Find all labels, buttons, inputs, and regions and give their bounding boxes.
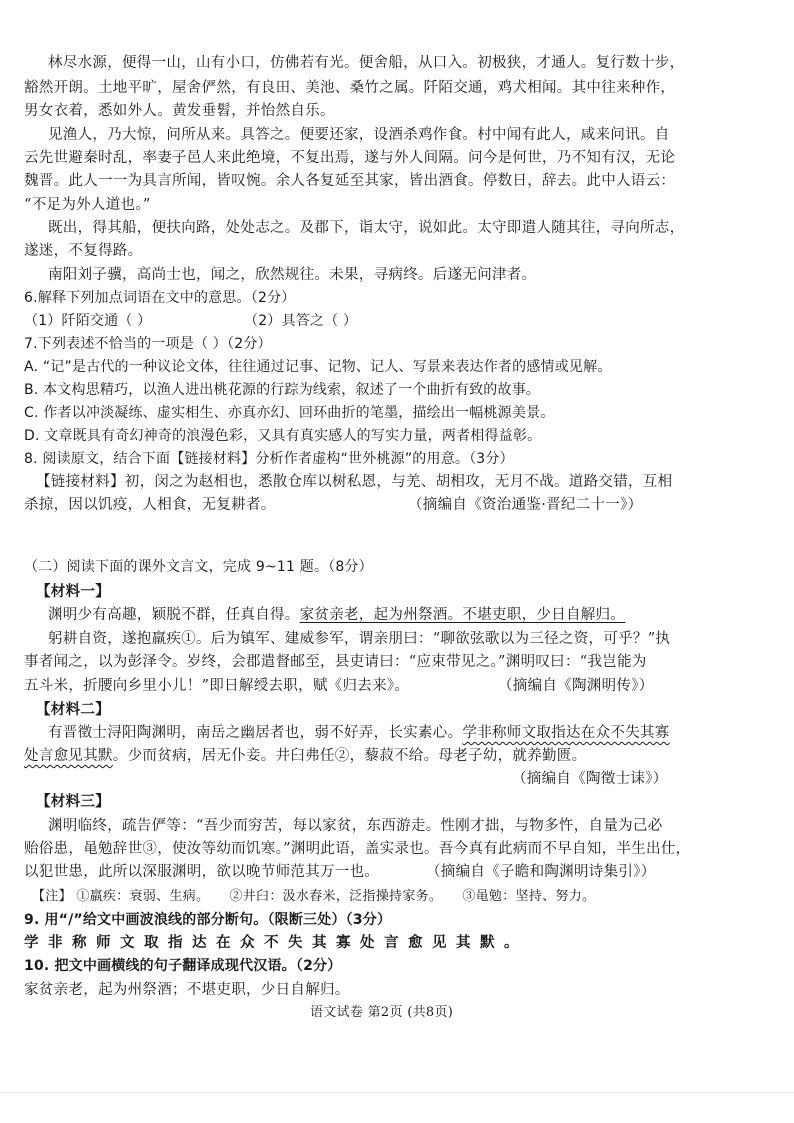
material-2-line bbox=[48, 723, 670, 743]
question-7-option-a: A. “记”是古代的一种议论文体，往往通过记事、记物、记人、写景来表达作者的感情或见解。 bbox=[24, 359, 612, 375]
passage-line: 南阳刘子骥，高尚士也，闻之，欣然规往。未果，寻病终。后遂无问津者。 bbox=[48, 267, 537, 283]
passage-line: “不足为外人道也。” bbox=[24, 197, 151, 213]
question-6-item-2: （2）具答之（ ） bbox=[244, 313, 358, 329]
passage-line: 见渔人，乃大惊，问所从来。具答之。便要还家，设酒杀鸡作食。村中闻有此人，咸来问讯。自 bbox=[48, 127, 670, 143]
passage-line: 林尽水源，便得一山，山有小口，仿佛若有光。便舍船，从口入。初极狭，才通人。复行数十步， bbox=[48, 55, 685, 71]
question-7-stem: 7.下列表述不恰当的一项是（ ）（2分） bbox=[24, 336, 272, 352]
material-1-title: 【材料一】 bbox=[36, 583, 110, 600]
translation-underline-sentence: 家贫亲老，起为州祭酒。不堪吏职，少日自解归。 bbox=[299, 607, 626, 623]
material-3-line: 贻俗患，黾勉辞世③，使汝等幼而饥寒。”渊明此语，盖实录也。吾今真有此病而不早自知，半生出仕， bbox=[24, 841, 691, 857]
material-1-line: 躬耕自资，遂抱羸疾①。后为镇军、建威参军，谓亲朋曰：“聊欲弦歌以为三径之资，可乎？”执 bbox=[48, 631, 671, 647]
material-3-line: 以犯世患，此所以深服渊明，欲以晚节师范其万一也。 bbox=[24, 864, 380, 880]
material-3-source: （摘编自《子瞻和陶渊明诗集引》） bbox=[426, 864, 656, 880]
link-material-line: 【链接材料】初，闵之为赵相也，悉散仓库以树私恩，与羌、胡相攻，无月不战。道路交错，互相 bbox=[36, 474, 673, 490]
page-divider bbox=[0, 1092, 794, 1093]
passage-line: 豁然开朗。土地平旷，屋舍俨然，有良田、美池、桑竹之属。阡陌交通，鸡犬相闻。其中往来种作， bbox=[24, 80, 676, 96]
material-2-source: （摘编自《陶徵士诔》） bbox=[512, 771, 668, 787]
page-footer: 语文试卷 第2页 (共8页) bbox=[310, 1005, 454, 1020]
material-1-source: （摘编自《陶渊明传》） bbox=[498, 678, 654, 694]
passage-line: 既出，得其船，便扶向路，处处志之。及郡下，诣太守，说如此。太守即遣人随其往，寻向所志， bbox=[48, 220, 685, 236]
material-3-line: 渊明临终，疏告俨等：“吾少而穷苦，每以家贫，东西游走。性刚才拙，与物多忤，自量为己必 bbox=[48, 818, 663, 834]
annotation-note: 【注】 ①羸疾：衰弱、生病。 ②井臼：汲水舂米，泛指操持家务。 ③黾勉：坚持、努力。 bbox=[32, 889, 596, 904]
question-10-stem: 10. 把文中画横线的句子翻译成现代汉语。（2分） bbox=[24, 958, 342, 974]
question-10-text: 家贫亲老，起为州祭酒；不堪吏职，少日自解归。 bbox=[24, 982, 350, 998]
passage-line: 遂迷，不复得路。 bbox=[24, 243, 143, 259]
wavy-underline-sentence: 学非称师文取指达在众不失其寡 bbox=[462, 725, 670, 741]
question-9-text: 学非称师文取指达在众不失其寡处言愈见其默。 bbox=[24, 934, 528, 951]
question-6-stem: 6.解释下列加点词语在文中的意思。（2分） bbox=[24, 290, 296, 306]
material-3-title: 【材料三】 bbox=[36, 793, 110, 810]
question-6-item-1: （1）阡陌交通（ ） bbox=[24, 313, 152, 329]
material-1-line bbox=[48, 605, 625, 625]
passage-line: 男女衣着，悉如外人。黄发垂髫，并怡然自乐。 bbox=[24, 103, 335, 119]
question-7-option-b: B. 本文构思精巧，以渔人进出桃花源的行踪为线索，叙述了一个曲折有致的故事。 bbox=[24, 382, 541, 398]
material-1-line: 事者闻之，以为彭泽令。岁终，会郡遣督邮至，县吏请曰：“应束带见之。”渊明叹曰：“我岂能为 bbox=[24, 654, 647, 670]
material-1-line: 五斗米，折腰向乡里小儿！”即日解绶去职，赋《归去来》。 bbox=[24, 678, 410, 694]
material-2-text: 有晋徵士浔阳陶渊明，南岳之幽居者也，弱不好弄，长实素心。 bbox=[48, 725, 463, 741]
material-2-title: 【材料二】 bbox=[36, 701, 110, 718]
passage-line: 魏晋。此人一一为具言所闻，皆叹惋。余人各复延至其家，皆出酒食。停数日，辞去。此中人语云： bbox=[24, 173, 676, 189]
material-1-text: 渊明少有高趣，颖脱不群，任真自得。 bbox=[48, 607, 300, 623]
material-2-text: 。少而贫病，居无仆妾。井臼弗任②，藜菽不给。母老子幼，就养勤匮。 bbox=[112, 748, 587, 764]
wavy-underline-sentence: 处言愈见其默 bbox=[24, 748, 113, 764]
link-material-line: 杀掠，因以饥疫，人相食，无复耕者。 bbox=[24, 497, 276, 513]
question-7-option-c: C. 作者以冲淡凝练、虚实相生、亦真亦幻、回环曲折的笔墨，描绘出一幅桃源美景。 bbox=[24, 405, 555, 421]
passage-line: 云先世避秦时乱，率妻子邑人来此绝境，不复出焉，遂与外人间隔。问今是何世，乃不知有汉，无论 bbox=[24, 150, 676, 166]
question-9-stem: 9. 用“/”给文中画波浪线的部分断句。（限断三处）（3分） bbox=[24, 912, 392, 928]
section-2-heading: （二）阅读下面的课外文言文，完成 9~11 题。（8分） bbox=[24, 559, 373, 575]
material-2-line bbox=[24, 746, 586, 766]
link-material-source: （摘编自《资治通鉴·晋纪二十一》） bbox=[408, 497, 643, 513]
question-7-option-d: D. 文章既具有奇幻神奇的浪漫色彩，又具有真实感人的写实力量，两者相得益彰。 bbox=[24, 428, 542, 444]
question-8-stem: 8. 阅读原文，结合下面【链接材料】分析作者虚构“世外桃源”的用意。（3分） bbox=[24, 451, 514, 467]
